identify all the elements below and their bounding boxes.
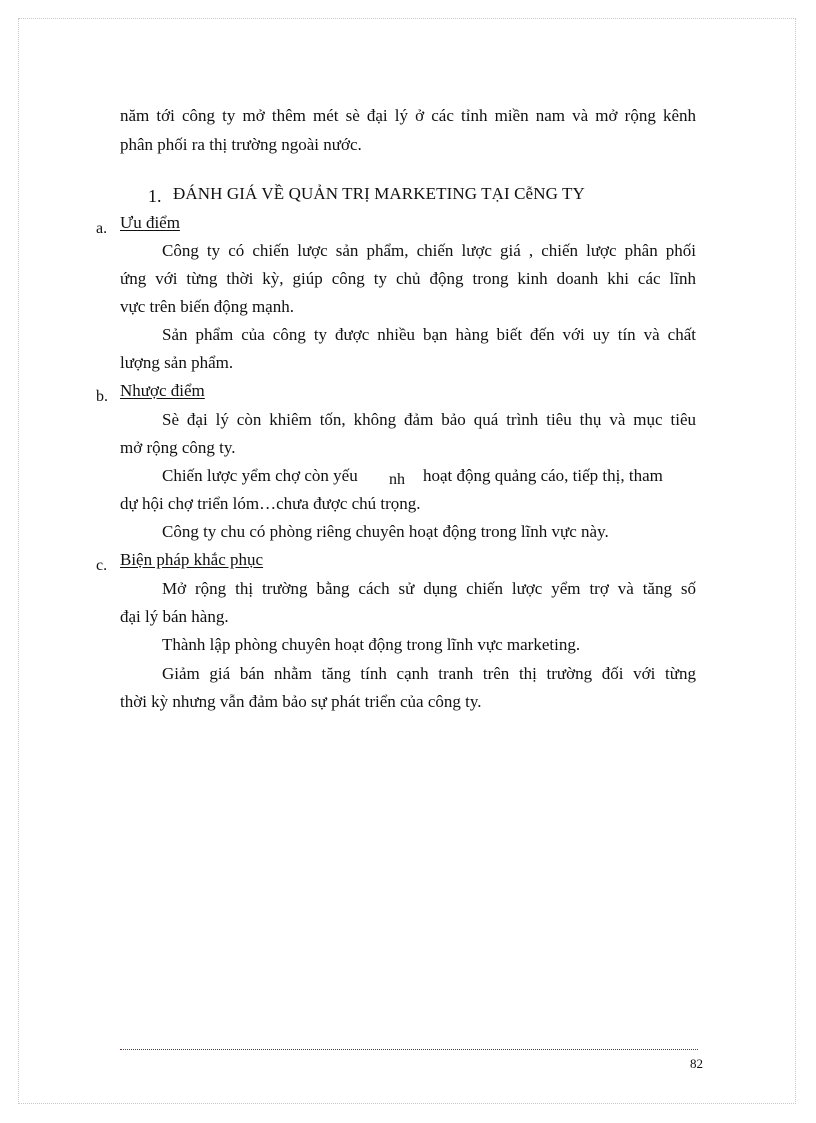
disadvantages-title: Nhược điểm [120,381,205,400]
disadvantages-p2-inline-fragment: nh [389,471,405,488]
section-title: ĐÁNH GIÁ VỀ QUẢN TRỊ MARKETING TẠI CễNG TY [173,184,585,203]
remedies-p3-line-2: thời kỳ nhưng vẫn đảm bảo sự phát triển của công ty. [120,692,482,711]
disadvantages-p2-line-1a: Chiến lược yểm chợ còn yếu [162,466,358,485]
remedies-p2-line-1: Thành lập phòng chuyên hoạt động trong lĩnh vực marketing. [162,635,581,654]
page-number: 82 [690,1056,703,1071]
intro-line-2: phân phối ra thị trường ngoài nước. [120,135,362,154]
disadvantages-p1-line-1: Sè đại lý còn khiêm tốn, không đảm bảo quá trình tiêu thụ và mục tiêu [162,410,696,429]
advantages-p1-line-2: ứng với từng thời kỳ, giúp công ty chủ động trong kinh doanh khi các lĩnh [120,269,696,288]
disadvantages-p1-line-2: mở rộng công ty. [120,438,236,457]
footer-rule [120,1049,698,1050]
remedies-p1-line-2: đại lý bán hàng. [120,607,229,626]
advantages-p2-line-2: lượng sản phẩm. [120,353,234,372]
disadvantages-p3-line-1: Công ty chu có phòng riêng chuyên hoạt động trong lĩnh vực này. [162,522,609,541]
remedies-p1-line-1: Mở rộng thị trường bằng cách sử dụng chiến lược yểm trợ và tăng số [162,579,696,598]
advantages-p1-line-3: vực trên biến động mạnh. [120,297,294,316]
remedies-marker: c. [96,557,108,574]
advantages-p2-line-1: Sản phẩm của công ty được nhiều bạn hàng biết đến với uy tín và chất [162,325,696,344]
advantages-marker: a. [96,220,108,237]
section-number: 1. [148,186,162,206]
advantages-p1-line-1: Công ty có chiến lược sản phẩm, chiến lược giá , chiến lược phân phối [162,241,696,260]
remedies-p3-line-1: Giảm giá bán nhằm tăng tính cạnh tranh trên thị trường đối với từng [162,664,696,683]
disadvantages-marker: b. [96,388,108,405]
remedies-title: Biện pháp khắc phục [120,550,264,569]
disadvantages-p2-line-1b: hoạt động quảng cáo, tiếp thị, tham [423,466,663,485]
disadvantages-p2-line-2: dự hội chợ triển lóm…chưa được chú trọng. [120,494,421,513]
intro-line-1: năm tới công ty mở thêm mét sè đại lý ở các tỉnh miền nam và mở rộng kênh [120,106,696,125]
advantages-title: Ưu điểm [120,213,180,232]
